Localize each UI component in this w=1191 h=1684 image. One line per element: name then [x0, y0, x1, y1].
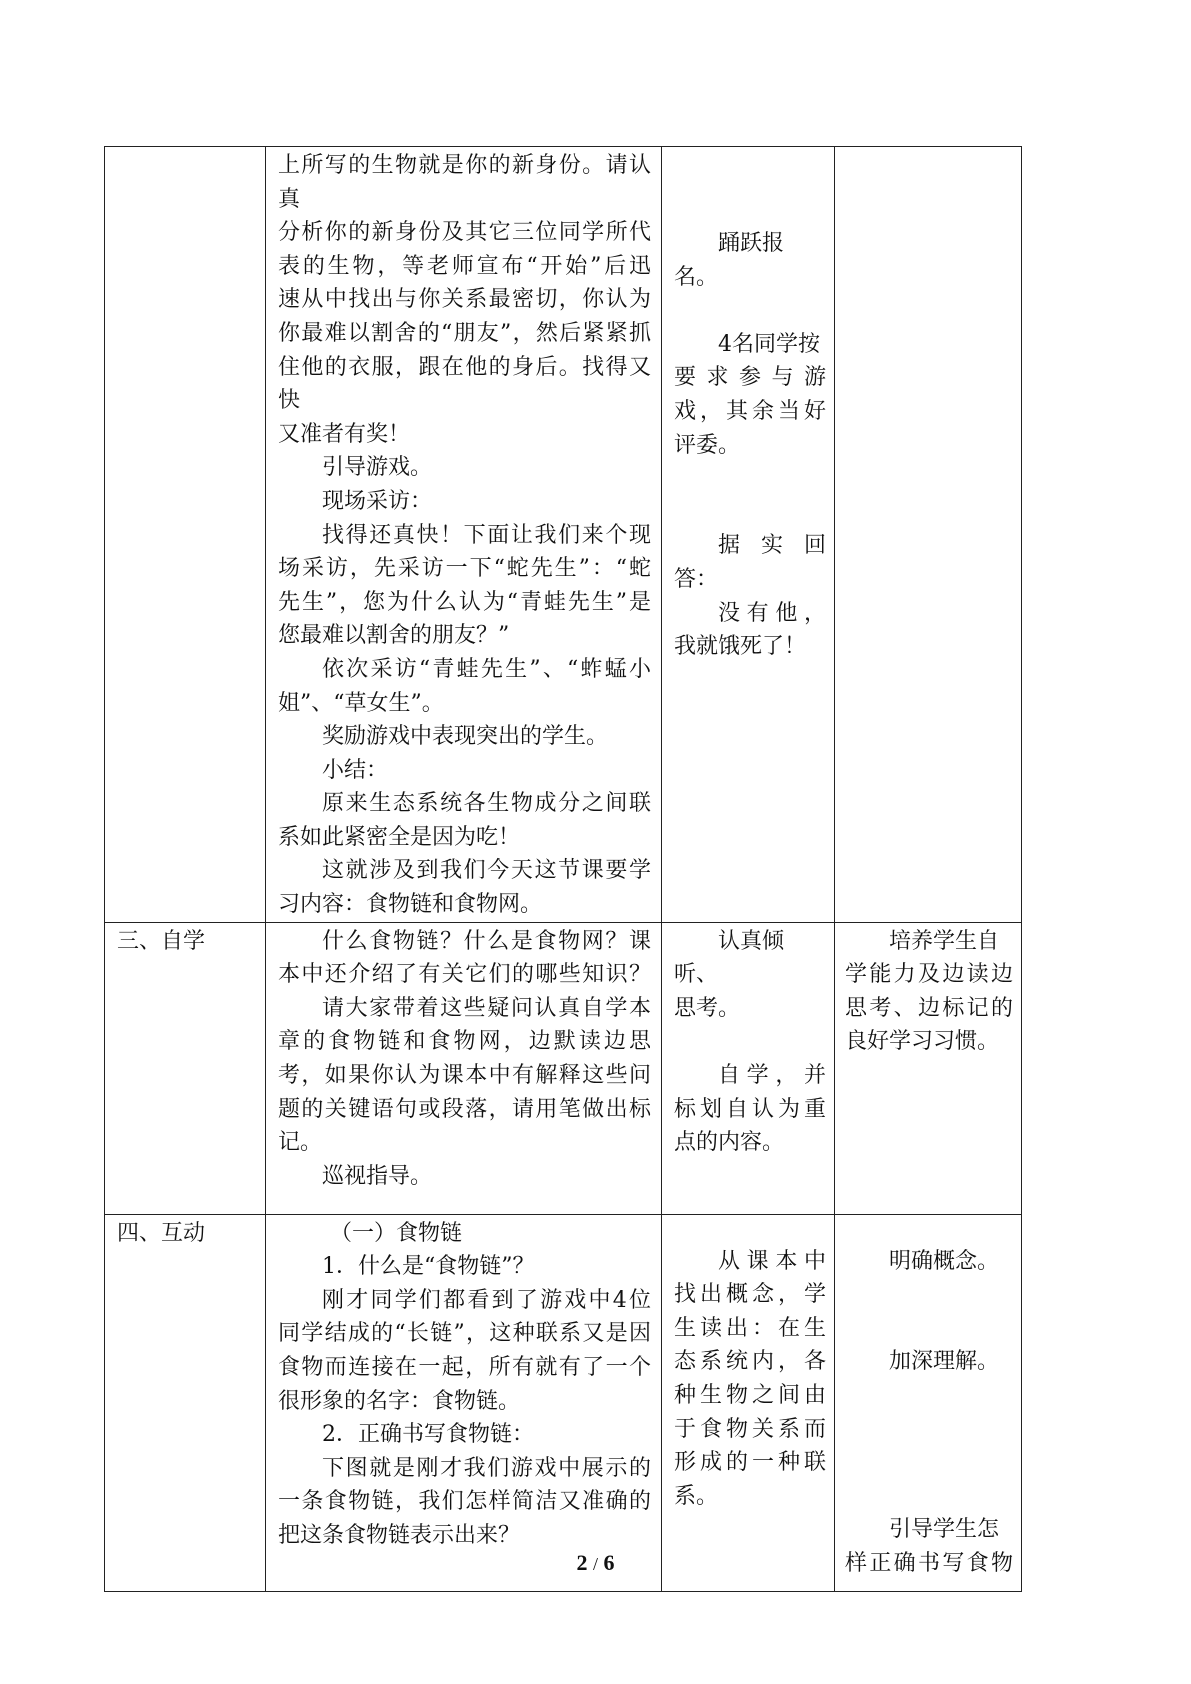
text-line: 分析你的新身份及其它三位同学所代: [278, 220, 651, 246]
page-total: 6: [603, 1550, 615, 1575]
student-activity-cell: [662, 147, 835, 923]
text-line: 种生物之间由: [674, 1383, 826, 1409]
text-line: 又准者有奖！: [278, 421, 411, 447]
table-row: [105, 1214, 1022, 1591]
teacher-activity-cell: [266, 922, 662, 1214]
text-line: 找得还真快！下面让我们来个现: [322, 522, 651, 548]
text-line: 思考、边标记的: [845, 995, 1013, 1021]
intent-cell: [835, 1214, 1022, 1591]
text-line: 本中还介绍了有关它们的哪些知识？: [278, 962, 651, 988]
table-row: [105, 922, 1022, 1214]
student-activity-cell: [662, 1214, 835, 1591]
text-line: 场采访，先采访一下“蛇先生”：“蛇: [278, 556, 651, 582]
text-line: 引导学生怎: [889, 1517, 1000, 1543]
text-line: 评委。: [674, 432, 741, 458]
text-line: 找出概念，学: [674, 1282, 826, 1308]
text-line: 奖励游戏中表现突出的学生。: [322, 724, 609, 750]
stage-cell: [105, 922, 266, 1214]
text-line: 踊跃报名。: [674, 231, 785, 290]
intent-cell: [835, 147, 1022, 923]
text-line: 原来生态系统各生物成分之间联: [322, 791, 651, 817]
text-line: 你最难以割舍的“朋友”，然后紧紧抓: [278, 320, 651, 346]
text-line: 小结：: [322, 757, 389, 783]
text-line: 住他的衣服，跟在他的身后。找得又快: [278, 354, 651, 414]
text-line: 依次采访“青蛙先生”、“蚱蜢小: [322, 656, 651, 682]
text-line: 把这条食物链表示出来？: [278, 1523, 521, 1548]
text-line: 从课本中: [718, 1248, 826, 1274]
text-line: 很形象的名字：食物链。: [278, 1388, 521, 1414]
text-line: 速从中找出与你关系最密切，你认为: [278, 287, 651, 313]
text-line: 系。: [674, 1483, 719, 1509]
text-line: （一）食物链: [330, 1220, 463, 1246]
text-line: 自学，并: [718, 1063, 826, 1089]
text-line: 章的食物链和食物网，边默读边思: [278, 1029, 651, 1055]
text-line: 答：: [674, 566, 719, 592]
text-line: 标划自认为重: [674, 1096, 826, 1122]
stage-label: [105, 147, 265, 149]
text-line: 这就涉及到我们今天这节课要学: [322, 858, 651, 884]
text-line: 没有他，: [718, 600, 826, 626]
text-line: 样正确书写食物: [845, 1551, 1013, 1576]
text-line: 同学结成的“长链”，这种联系又是因: [278, 1321, 651, 1347]
text-line: 态系统内，各: [674, 1349, 826, 1375]
text-line: 您最难以割舍的朋友？”: [278, 623, 510, 649]
stage-cell: [105, 147, 266, 923]
text-line: 认真倾听、: [674, 928, 785, 988]
text-line: 表的生物，等老师宣布“开始”后迅: [278, 253, 651, 279]
text-line: 下图就是刚才我们游戏中展示的: [322, 1455, 651, 1481]
text-line: 一条食物链，我们怎样简洁又准确的: [278, 1489, 651, 1515]
text-line: 点的内容。: [674, 1130, 785, 1156]
text-line: 引导游戏。: [322, 455, 433, 481]
text-line: 考，如果你认为课本中有解释这些问: [278, 1063, 651, 1089]
text-line: 于食物关系而: [674, 1416, 826, 1442]
text-line: 据实回: [718, 533, 826, 559]
text-line: 巡视指导。: [322, 1163, 433, 1189]
text-line: 记。: [278, 1130, 323, 1156]
lesson-plan-table: [104, 146, 1022, 1592]
stage-label: 四、互动: [117, 1220, 206, 1246]
text-line: 2．正确书写食物链：: [322, 1422, 534, 1448]
text-line: 1．什么是“食物链”？: [322, 1254, 535, 1280]
text-line: 什么食物链？什么是食物网？课: [322, 928, 651, 954]
text-line: 系如此紧密全是因为吃！: [278, 824, 521, 850]
text-line: 培养学生自: [889, 928, 1000, 954]
table-row: [105, 147, 1022, 923]
text-line: 良好学习习惯。: [845, 1029, 1000, 1055]
text-line: 习内容：食物链和食物网。: [278, 892, 543, 918]
text-line: 戏，其余当好: [674, 398, 826, 424]
page-number: [0, 1550, 1191, 1576]
stage-label: 三、自学: [117, 928, 206, 954]
student-activity-cell: [662, 922, 835, 1214]
text-line: 加深理解。: [889, 1349, 1000, 1375]
page-current: 2: [576, 1550, 588, 1575]
text-line: 姐”、“草女生”。: [278, 690, 444, 716]
text-line: 题的关键语句或段落，请用笔做出标: [278, 1096, 651, 1122]
text-line: 先生”，您为什么认为“青蛙先生”是: [278, 589, 651, 615]
text-line: 学能力及边读边: [845, 962, 1013, 988]
text-line: 明确概念。: [889, 1248, 1000, 1274]
text-line: 4名同学按: [718, 331, 820, 357]
text-line: 要求参与游: [674, 365, 826, 391]
text-line: 我就饿死了！: [674, 634, 807, 660]
teacher-activity-cell: [266, 147, 662, 923]
text-line: 刚才同学们都看到了游戏中4位: [322, 1287, 651, 1313]
text-line: 生读出：在生: [674, 1315, 826, 1341]
text-line: 请大家带着这些疑问认真自学本: [322, 995, 651, 1021]
intent-cell: [835, 922, 1022, 1214]
text-line: 现场采访：: [322, 488, 433, 514]
text-line: 形成的一种联: [674, 1450, 826, 1476]
text-line: 食物而连接在一起，所有就有了一个: [278, 1355, 651, 1381]
stage-cell: [105, 1214, 266, 1591]
page-separator: /: [592, 1554, 598, 1574]
text-line: 思考。: [674, 995, 741, 1021]
teacher-activity-cell: [266, 1214, 662, 1591]
text-line: 上所写的生物就是你的新身份。请认真: [278, 153, 651, 212]
